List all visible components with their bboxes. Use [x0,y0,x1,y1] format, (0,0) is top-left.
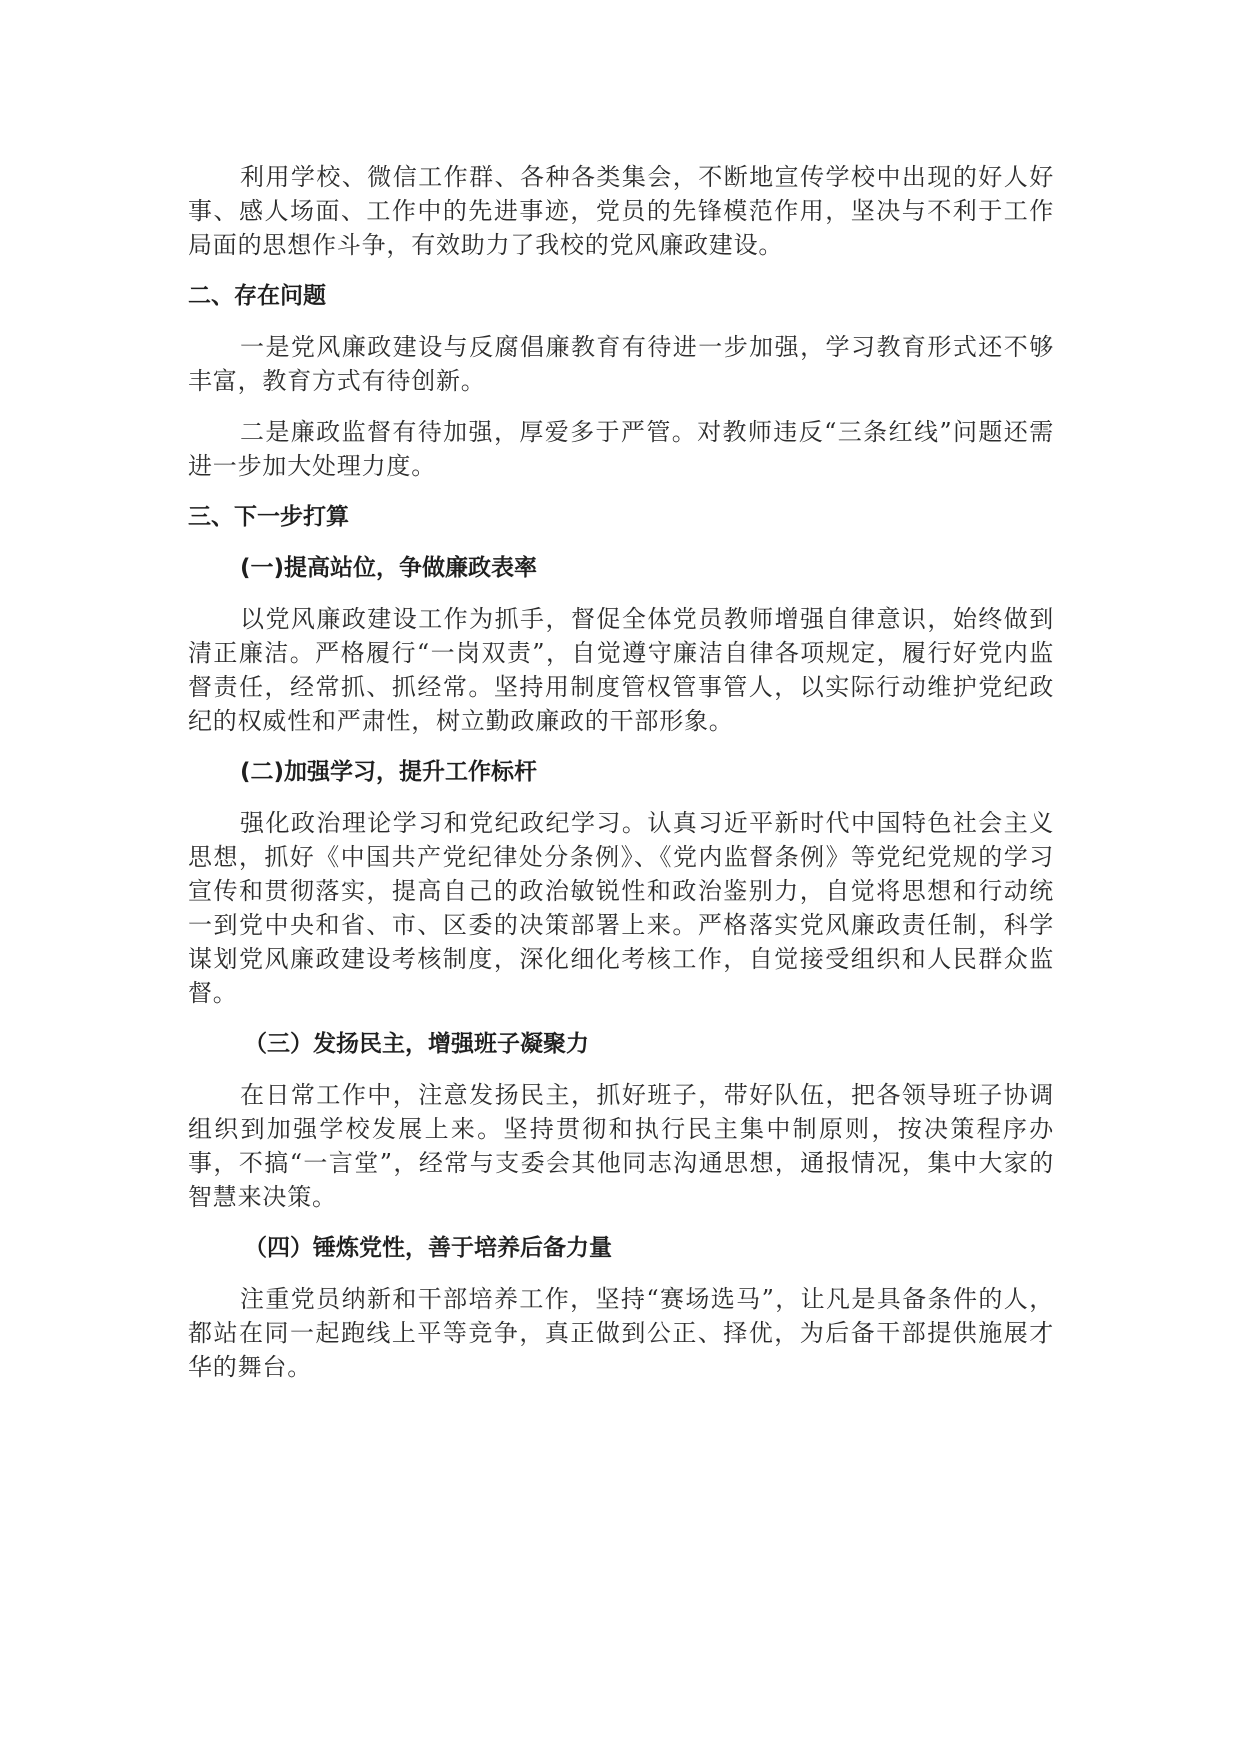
paragraph-sub-4: 注重党员纳新和干部培养工作，坚持“赛场选马”，让凡是具备条件的人，都站在同一起跑线上平等竞争，真正做到公正、择优，为后备干部提供施展才华的舞台。 [188,1285,1054,1381]
paragraph-sub-2: 强化政治理论学习和党纪政纪学习。认真习近平新时代中国特色社会主义思想，抓好《中国共产党纪律处分条例》、《党内监督条例》等党纪党规的学习宣传和贯彻落实，提高自己的政治敏锐性和政治鉴别力，自觉将思想和行动统一到党中央和省、市、区委的决策部署上来。严格落实党风廉政责任制，科学谋划党风廉政建设考核制度，深化细化考核工作，自觉接受组织和人民群众监督。 [188,809,1054,1007]
subheading-3: （三）发扬民主，增强班子凝聚力 [244,1031,589,1057]
paragraph-problem-2: 二是廉政监督有待加强，厚爱多于严管。对教师违反“三条红线”问题还需进一步加大处理力度。 [188,418,1054,480]
section-heading-next-steps: 三、下一步打算 [188,504,349,530]
subheading-4: （四）锤炼党性，善于培养后备力量 [244,1235,612,1261]
paragraph-problem-1: 一是党风廉政建设与反腐倡廉教育有待进一步加强，学习教育形式还不够丰富，教育方式有待创新。 [188,333,1054,395]
section-heading-problems: 二、存在问题 [188,283,326,309]
document-body [188,160,1054,1401]
paragraph-sub-3: 在日常工作中，注意发扬民主，抓好班子，带好队伍，把各领导班子协调组织到加强学校发展上来。坚持贯彻和执行民主集中制原则，按决策程序办事，不搞“一言堂”，经常与支委会其他同志沟通思想，通报情况，集中大家的智慧来决策。 [188,1081,1054,1211]
subheading-1: (一)提高站位，争做廉政表率 [240,555,538,581]
paragraph-sub-1: 以党风廉政建设工作为抓手，督促全体党员教师增强自律意识，始终做到清正廉洁。严格履行“一岗双责”，自觉遵守廉洁自律各项规定，履行好党内监督责任，经常抓、抓经常。坚持用制度管权管事管人，以实际行动维护党纪政纪的权威性和严肃性，树立勤政廉政的干部形象。 [188,605,1054,735]
paragraph-intro: 利用学校、微信工作群、各种各类集会，不断地宣传学校中出现的好人好事、感人场面、工作中的先进事迹，党员的先锋模范作用，坚决与不利于工作局面的思想作斗争，有效助力了我校的党风廉政建设。 [188,163,1054,259]
subheading-2: (二)加强学习，提升工作标杆 [240,759,538,785]
